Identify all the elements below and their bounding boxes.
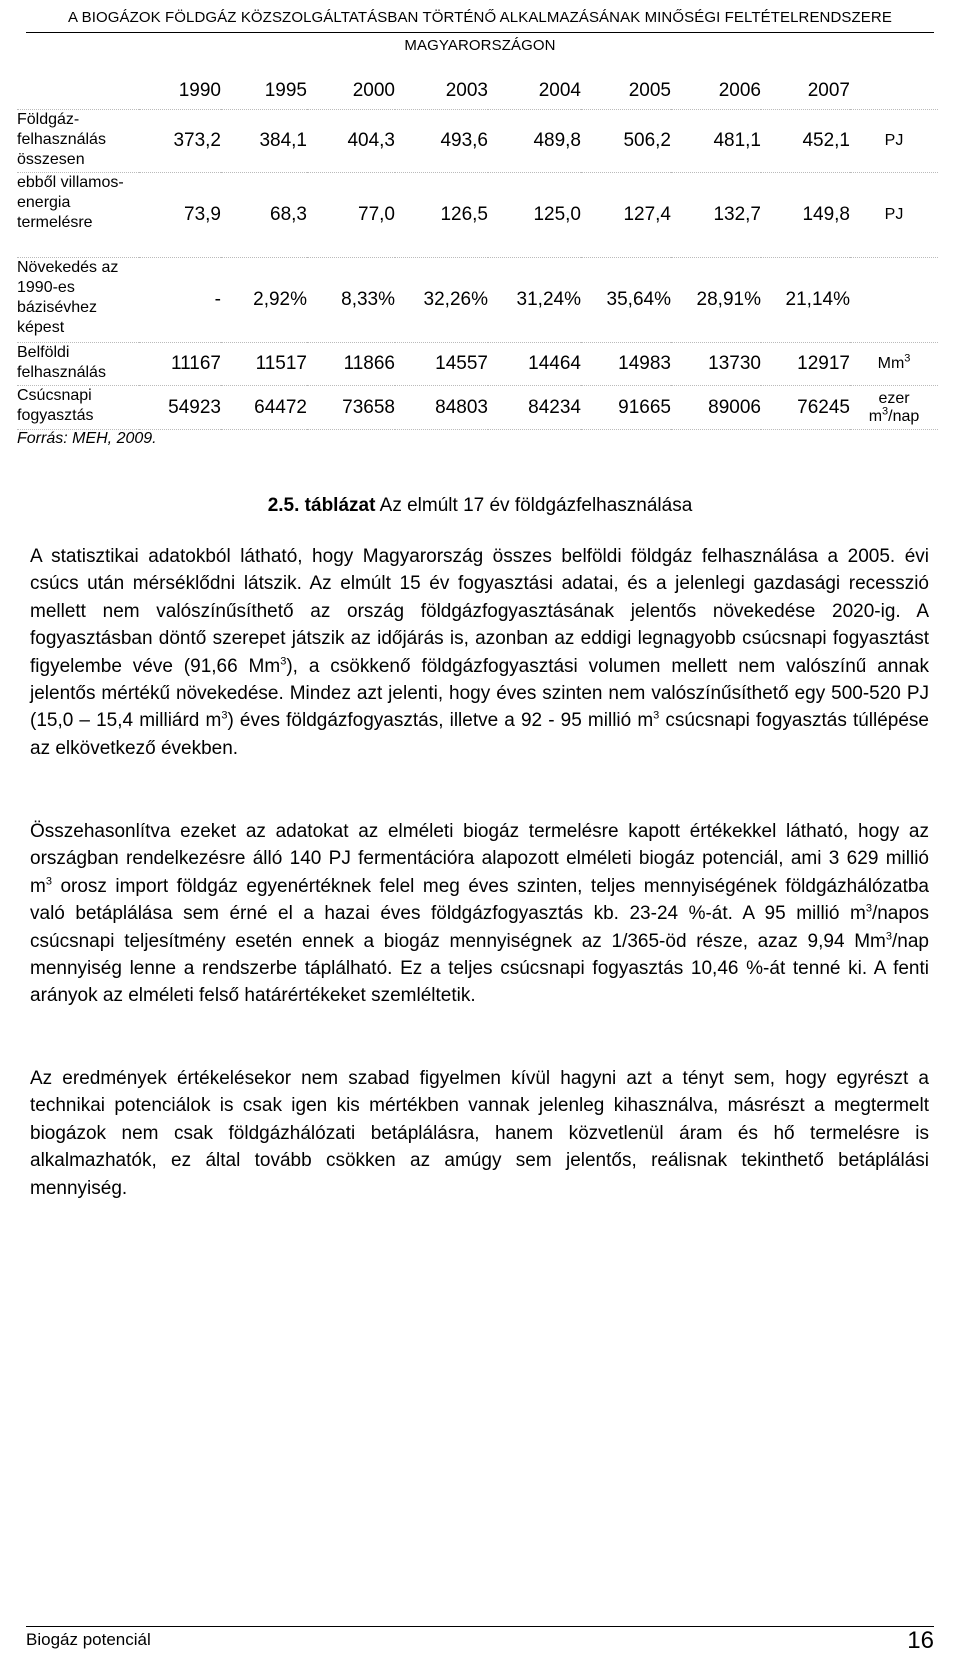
table-row <box>17 258 938 343</box>
p2-text-b: orosz import földgáz egyenértéknek felel meg éves szinten, teljes mennyiségének földgázhálózatba való betáplálása sem érné el a hazai éves földgázfogyasztás kb. 23-24 %-át. A 95 millió m <box>30 875 929 925</box>
cell: 8,33% <box>307 258 395 343</box>
cell: 12917 <box>761 343 850 386</box>
year-header: 2006 <box>671 73 761 110</box>
cell: 35,64% <box>581 258 671 343</box>
year-header: 2003 <box>395 73 488 110</box>
row-label: Belföldi felhasználás <box>17 343 139 386</box>
caption-text: Az elmúlt 17 év földgázfelhasználása <box>379 495 693 516</box>
row-label: Növekedés az 1990-es bázisévhez képest <box>17 258 139 343</box>
cell: 73,9 <box>139 173 221 258</box>
p1-text-a: A statisztikai adatokból látható, hogy Magyarország összes belföldi földgáz felhasználása a 2005. évi csúcs után mérséklődni látszik. Az elmúlt 15 év fogyasztási adatai, és a jelenlegi gazdasági recesszió mellett nem valószínűsíthető az ország földgázfogyasztásának jelentős növekedése 2020-ig. A fogyasztásban döntő szerepet játszik az időjárás is, azonban az eddigi legnagyobb csúcsnapi fogyasztást figyelembe véve (91,66 Mm <box>30 546 929 677</box>
caption-number: 2.5. táblázat <box>267 495 376 516</box>
cell: 14557 <box>395 343 488 386</box>
table-row <box>17 386 938 430</box>
year-header: 2007 <box>761 73 850 110</box>
p2-text-d: /nap mennyiség lenne a rendszerbe táplálható. Ez a teljes csúcsnapi fogyasztás 10,46 %-át tenné ki. A fenti arányok az elméleti felső határértékeket szemléltetik. <box>30 930 929 1007</box>
table-row <box>17 173 938 258</box>
paragraph-3: Az eredmények értékelésekor nem szabad figyelmen kívül hagyni azt a tényt sem, hogy egyrészt a technikai potenciálok is csak igen kis mértékben vannak jelenleg kihasználva, másrészt a megtermelt biogázok nem csak földgázhálózati betáplálásra, hanem közvetlenül áram és hő termelésre is alkalmazhatók, ez által tovább csökken az amúgy sem jelentős, reálisnak tekinthető betáplálási mennyiség. <box>30 1068 929 1199</box>
cell: 32,26% <box>395 258 488 343</box>
unit-header <box>850 73 938 110</box>
cell: 11167 <box>139 343 221 386</box>
cell: 127,4 <box>581 173 671 258</box>
cell: 126,5 <box>395 173 488 258</box>
source-row <box>17 430 938 449</box>
table-row <box>17 343 938 386</box>
footer-divider <box>26 1626 934 1627</box>
year-header: 2005 <box>581 73 671 110</box>
cell: 452,1 <box>761 110 850 173</box>
p1-text-b: ), a csökkenő földgázfogyasztási volumen mellett nem valószínű annak jelentős mértékű növekedése. Mindez azt jelenti, hogy éves szinten nem valószínűsíthető egy 500-520 PJ (15,0 – 15,4 milliárd m <box>30 655 929 732</box>
table-corner <box>17 73 139 110</box>
cell: 28,91% <box>671 258 761 343</box>
cell: 404,3 <box>307 110 395 173</box>
unit-text-line2: m <box>868 407 883 425</box>
cell: 2,92% <box>221 258 307 343</box>
cell: 481,1 <box>671 110 761 173</box>
cell: 373,2 <box>139 110 221 173</box>
p1-text-d: csúcsnapi fogyasztás túllépése az elkövetkező években. <box>30 710 929 759</box>
cell: 68,3 <box>221 173 307 258</box>
unit-sup: 3 <box>904 352 911 365</box>
p2-sup-1: 3 <box>45 875 52 888</box>
unit-cell <box>850 258 938 343</box>
row-label: Csúcsnapi fogyasztás <box>17 386 139 430</box>
unit-suffix: /nap <box>888 407 920 425</box>
table-header-row <box>17 73 938 110</box>
cell: 76245 <box>761 386 850 430</box>
cell: 64472 <box>221 386 307 430</box>
unit-cell: PJ <box>850 173 938 258</box>
row-label: ebből villamos-energia termelésre <box>17 173 139 258</box>
cell: 84234 <box>488 386 581 430</box>
year-header: 1990 <box>139 73 221 110</box>
cell: 11866 <box>307 343 395 386</box>
gas-consumption-table <box>17 73 938 448</box>
unit-text: ezer <box>878 389 910 407</box>
p1-sup-2: 3 <box>221 710 228 723</box>
table-row <box>17 110 938 173</box>
unit-text: Mm <box>877 355 905 372</box>
cell: 489,8 <box>488 110 581 173</box>
cell: 31,24% <box>488 258 581 343</box>
p1-sup-3: 3 <box>653 710 660 723</box>
table-caption <box>0 495 960 517</box>
cell: 132,7 <box>671 173 761 258</box>
p2-sup-2: 3 <box>865 902 872 915</box>
cell: 14464 <box>488 343 581 386</box>
cell: 125,0 <box>488 173 581 258</box>
row-label: Földgáz-felhasználás összesen <box>17 110 139 173</box>
p1-text-c: ) éves földgázfogyasztás, illetve a 92 - 95 millió m <box>227 710 654 732</box>
cell: 13730 <box>671 343 761 386</box>
year-header: 2004 <box>488 73 581 110</box>
cell: 384,1 <box>221 110 307 173</box>
paragraph-1 <box>30 543 929 762</box>
cell: 149,8 <box>761 173 850 258</box>
unit-cell <box>850 343 938 386</box>
unit-sup: 3 <box>882 405 889 418</box>
footer-title: Biogáz potenciál <box>26 1630 151 1649</box>
cell: 11517 <box>221 343 307 386</box>
page-number: 16 <box>907 1627 934 1654</box>
cell: - <box>139 258 221 343</box>
cell: 14983 <box>581 343 671 386</box>
p1-sup-1: 3 <box>280 655 287 668</box>
cell: 493,6 <box>395 110 488 173</box>
cell: 91665 <box>581 386 671 430</box>
cell: 506,2 <box>581 110 671 173</box>
year-header: 1995 <box>221 73 307 110</box>
p2-text-c: /napos csúcsnapi teljesítmény esetén ennek a biogáz mennyiségnek az 1/365-öd része, azaz 9,94 Mm <box>30 903 929 952</box>
cell: 77,0 <box>307 173 395 258</box>
paragraph-2 <box>30 818 929 1010</box>
unit-cell <box>850 386 938 430</box>
cell: 73658 <box>307 386 395 430</box>
p2-sup-3: 3 <box>885 930 893 943</box>
cell: 21,14% <box>761 258 850 343</box>
cell: 89006 <box>671 386 761 430</box>
cell: 54923 <box>139 386 221 430</box>
year-header: 2000 <box>307 73 395 110</box>
table-source: Forrás: MEH, 2009. <box>17 430 157 447</box>
running-header: A BIOGÁZOK FÖLDGÁZ KÖZSZOLGÁLTATÁSBAN TÖRTÉNŐ ALKALMAZÁSÁNAK MINŐSÉGI FELTÉTELRENDSZERE MAGYARORSZÁGON <box>26 4 934 33</box>
p2-text-a: Összehasonlítva ezeket az adatokat az elméleti biogáz termelésre kapott értékekkel látható, hogy az országban rendelkezésre álló 140 PJ fermentációra alapozott elméleti biogáz potenciál, ami 3 629 millió m <box>30 821 929 897</box>
unit-cell: PJ <box>850 110 938 173</box>
cell: 84803 <box>395 386 488 430</box>
